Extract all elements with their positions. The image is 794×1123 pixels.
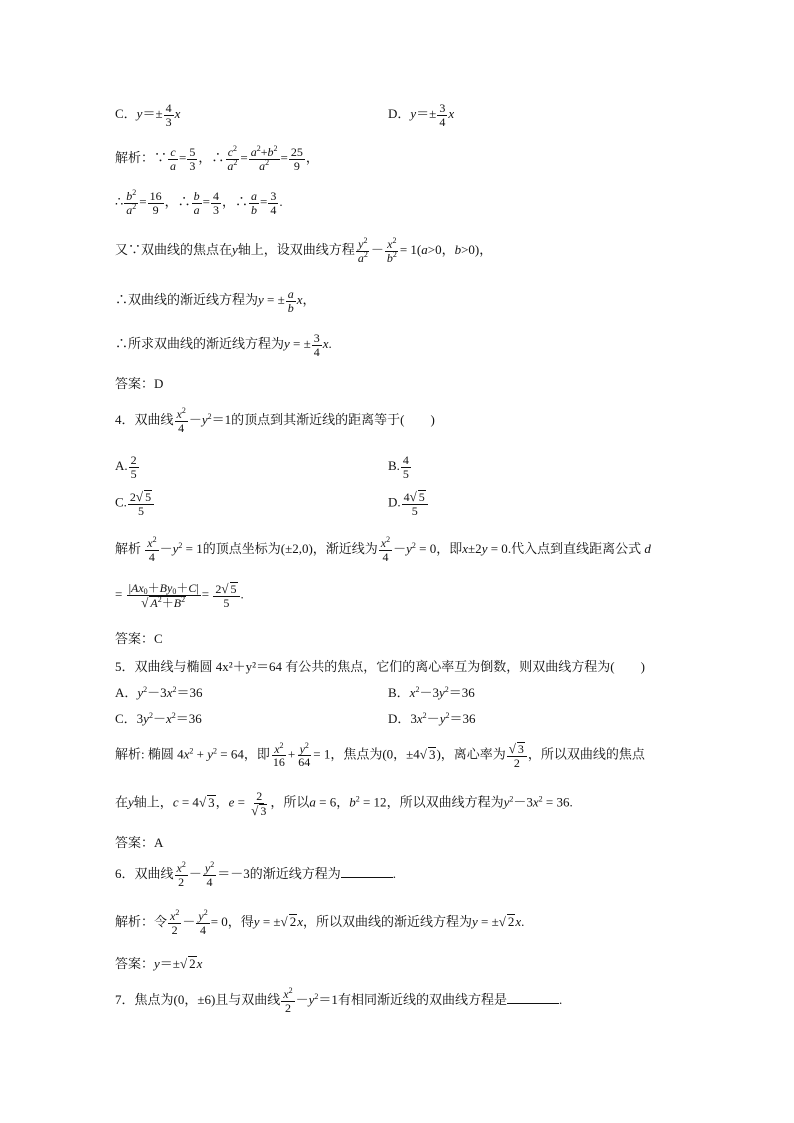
q6-answer: 答案：y＝±√ 2x <box>115 956 203 971</box>
q3-answer: 答案：D <box>115 376 164 391</box>
q5-stem: 5．双曲线与椭圆 4x²＋y²＝64 有公共的焦点，它们的离心率互为倒数，则双曲线方程为( ) <box>115 659 645 674</box>
q3-option-c: C．y＝± $\frac{4}{3}$ x <box>115 101 181 129</box>
q5-solution-line2: 在y轴上，c = 4√ 3，e = $\frac{2}{√ 3}$ ，所以a = 6，$b^2 = 12$，所以双曲线方程为$y^2-3x^2 = 36$. <box>115 789 573 818</box>
q5-answer: 答案：A <box>115 835 164 850</box>
q5-option-d: D．$3x^2-y^2=36$ <box>388 711 476 726</box>
q7-answer-blank <box>507 993 559 1004</box>
q4-option-c: C. $\frac{2√ 5}{5}$ <box>115 490 155 517</box>
q3-option-d: D．y＝± $\frac{3}{4}$ x <box>388 101 455 129</box>
q4-option-b: B. $\frac{4}{5}$ <box>388 453 409 481</box>
q4-option-a: A. $\frac{2}{5}$ <box>115 453 137 481</box>
q3-solution-line1: 解析：∵ $\frac{c}{a}$ = $\frac{5}{3}$ ，∴ $\frac{c^2}{a^2}$ = $\frac{a^2+b^2}{a^2}$ = $\frac{25}{9}$ ， <box>115 144 319 173</box>
q4-solution-line2: = $\frac{|Ax_0+By_0+C|}{√ A^2+B^2}$ = $\frac{2√ 5}{5}$ . <box>115 581 244 610</box>
q5-solution-line1: 解析: 椭圆 $4x^2 + y^2 = 64$，即 $\frac{x^2}{16}$ + $\frac{y^2}{64}$ = 1，焦点为(0，±4√ 3)，离心率为 $\frac{√ 3}{2}$ ，所以双曲线的焦点 <box>115 740 645 770</box>
q3-solution-line3: 又∵双曲线的焦点在y轴上，设双曲线方程 $\frac{y^2}{a^2}$ － $\frac{x^2}{b^2}$ = 1(a>0，b>0)， <box>115 236 493 265</box>
q5-option-b: B．$x^2-3y^2=36$ <box>388 685 475 700</box>
q4-solution-line1: 解析 $\frac{x^2}{4}$ $-y^2 = 1$的顶点坐标为(±2,0)，渐近线为 $\frac{x^2}{4}$ $-y^2 = 0$，即x±2y = 0.代入点到直线距离公式 d <box>115 535 651 564</box>
q5-option-c: C．$3y^2-x^2=36$ <box>115 711 202 726</box>
q3-solution-line2: ∴ $\frac{b^2}{a^2}$ = $\frac{16}{9}$ ，∴ $\frac{b}{a}$ = $\frac{4}{3}$ ，∴ $\frac{a}{b}$ = $\frac{3}{4}$ . <box>115 188 283 217</box>
q4-stem: 4．双曲线 $\frac{x^2}{4}$ $-y^2=1$的顶点到其渐近线的距离等于( ) <box>115 406 435 435</box>
q6-solution: 解析：令 $\frac{x^2}{2}$ － $\frac{y^2}{4}$ = 0，得y = ±√ 2x，所以双曲线的渐近线方程为y = ±√ 2x. <box>115 908 525 937</box>
q7-stem: 7．焦点为(0，±6)且与双曲线 $\frac{x^2}{2}$ $-y^2=1$有相同渐近线的双曲线方程是 . <box>115 986 563 1015</box>
q4-option-d: D. $\frac{4√ 5}{5}$ <box>388 490 429 517</box>
q4-answer: 答案：C <box>115 631 163 646</box>
q5-option-a: A．$y^2-3x^2=36$ <box>115 685 203 700</box>
q3-solution-line5: ∴所求双曲线的渐近线方程为y = ± $\frac{3}{4}$ x. <box>115 331 332 359</box>
q6-answer-blank <box>341 867 393 878</box>
q3-solution-line4: ∴双曲线的渐近线方程为y = ± $\frac{a}{b}$ x， <box>115 287 316 315</box>
q6-stem: 6．双曲线 $\frac{x^2}{2}$ － $\frac{y^2}{4}$ ＝－3的渐近线方程为 . <box>115 860 396 889</box>
